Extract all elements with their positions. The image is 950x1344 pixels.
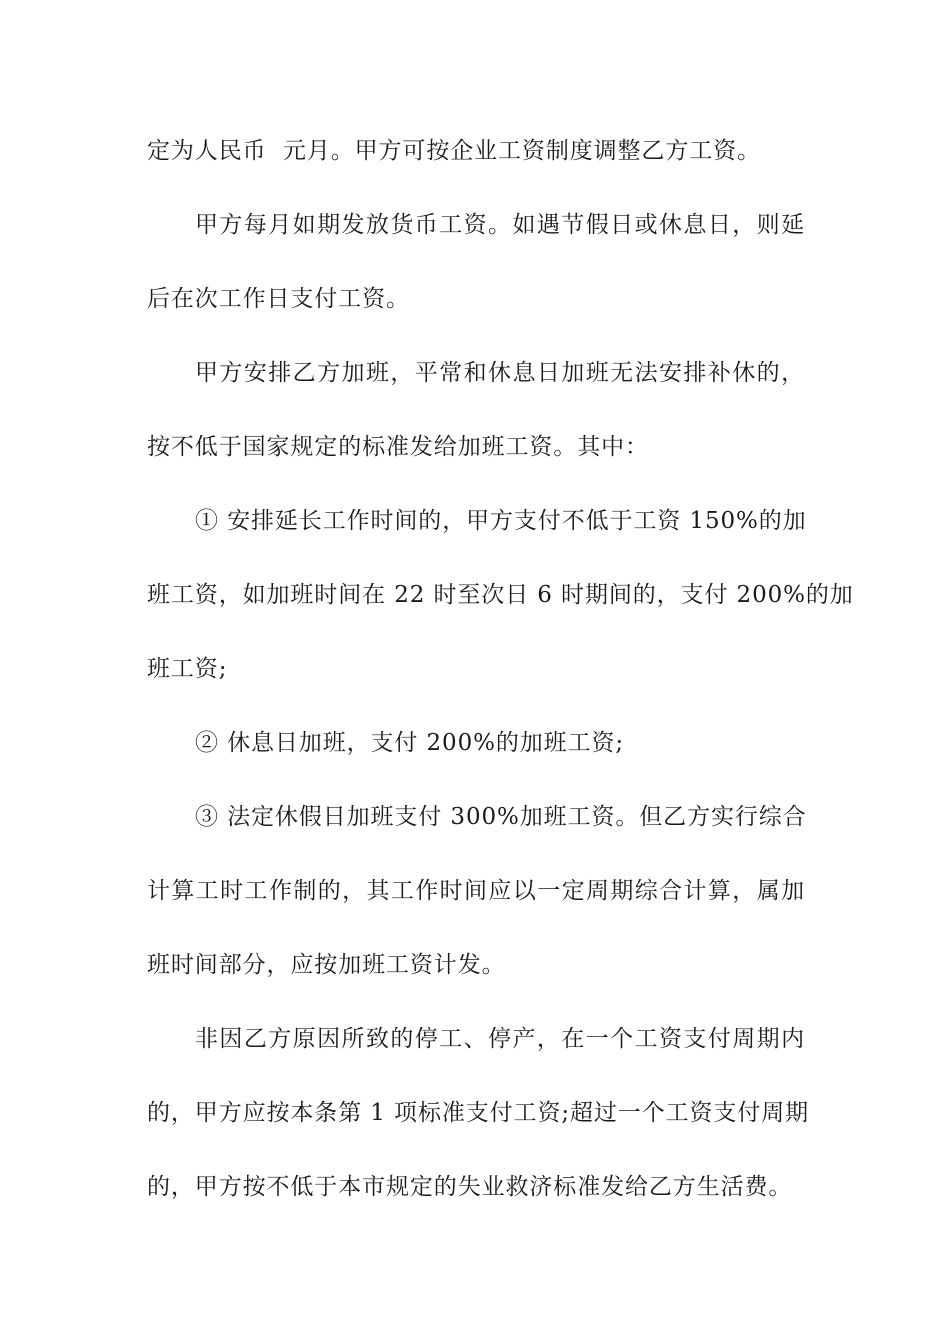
text-line: ② 休息日加班，支付 200%的加班工资; <box>195 730 625 756</box>
text-line: ① 安排延长工作时间的，甲方支付不低于工资 150%的加 <box>195 508 807 534</box>
text-line: 的，甲方应按本条第 1 项标准支付工资;超过一个工资支付周期 <box>147 1100 810 1126</box>
text-line: 按不低于国家规定的标准发给加班工资。其中： <box>147 434 649 460</box>
text-line: 非因乙方原因所致的停工、停产，在一个工资支付周期内 <box>195 1026 805 1052</box>
text-line: ③ 法定休假日加班支付 300%加班工资。但乙方实行综合 <box>195 804 807 830</box>
text-line: 甲方每月如期发放货币工资。如遇节假日或休息日，则延 <box>195 212 805 238</box>
text-line: 甲方安排乙方加班，平常和休息日加班无法安排补休的， <box>195 360 805 386</box>
text-line: 班工资; <box>147 656 228 682</box>
text-line: 班工资，如加班时间在 22 时至次日 6 时期间的，支付 200%的加 <box>147 582 854 608</box>
text-line: 后在次工作日支付工资。 <box>147 286 410 312</box>
text-line: 定为人民币 元月。甲方可按企业工资制度调整乙方工资。 <box>147 138 761 164</box>
text-line: 班时间部分，应按加班工资计发。 <box>147 952 506 978</box>
text-line: 的，甲方按不低于本市规定的失业救济标准发给乙方生活费。 <box>147 1174 793 1200</box>
text-line: 计算工时工作制的，其工作时间应以一定周期综合计算，属加 <box>147 878 805 904</box>
